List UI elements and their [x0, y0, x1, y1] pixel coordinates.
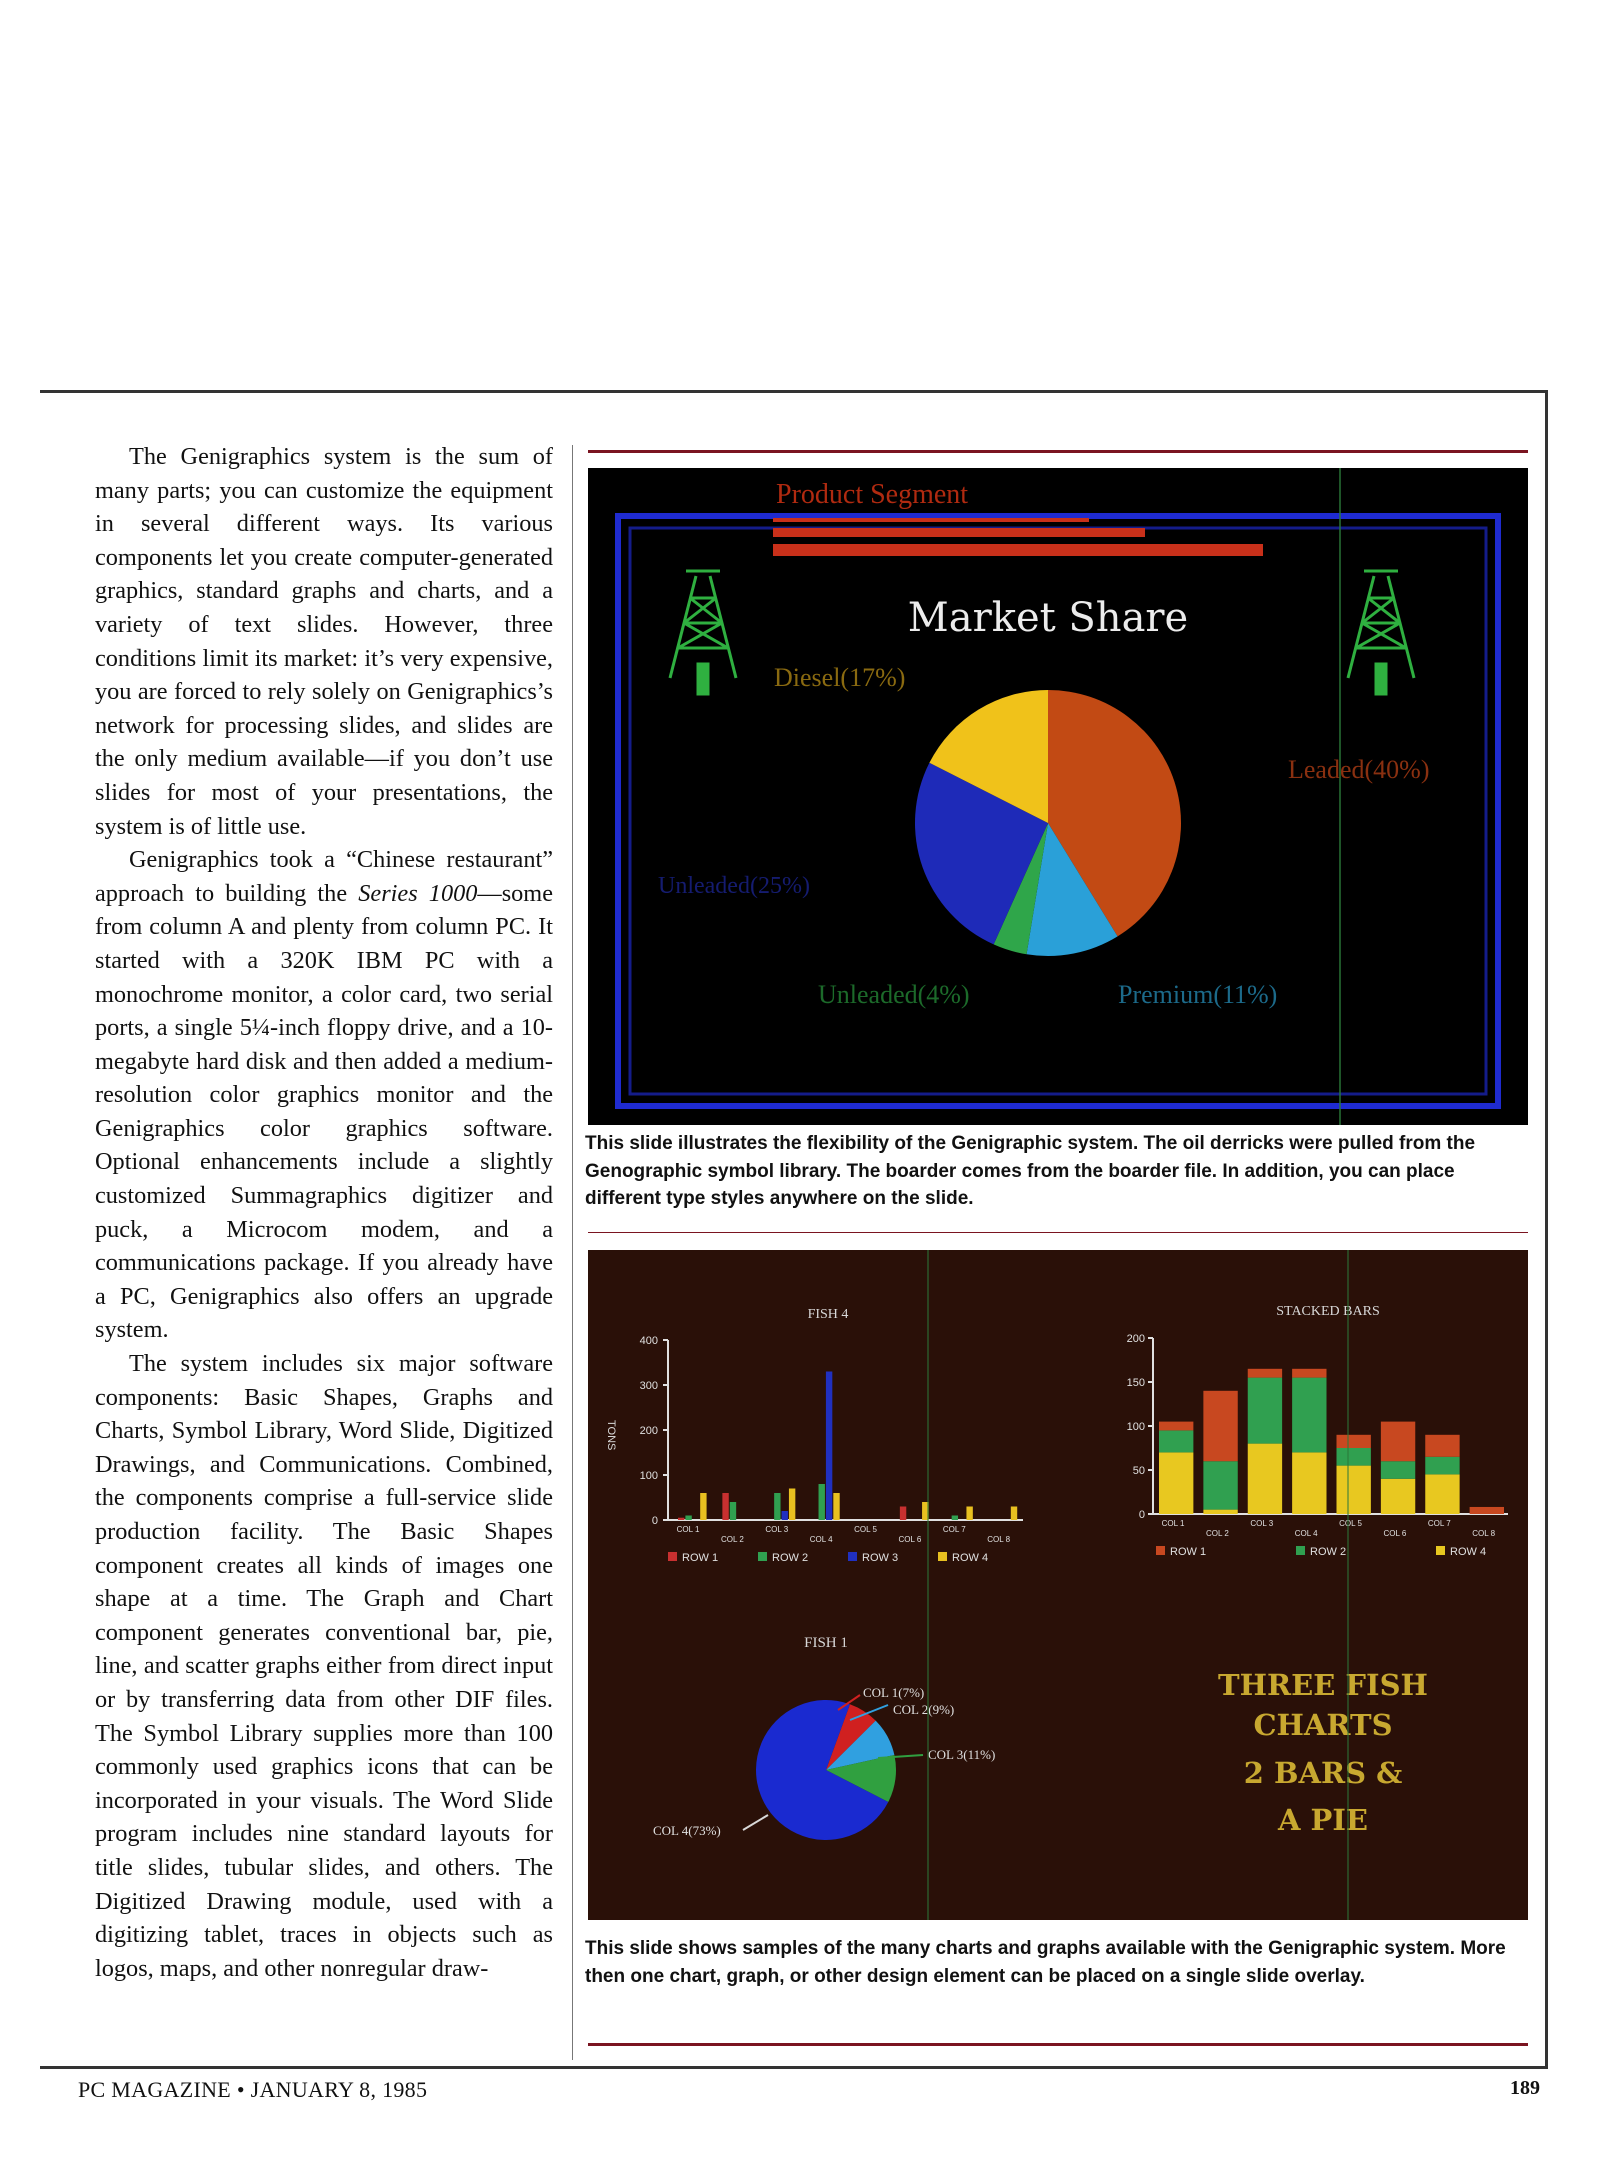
pie-label-unleaded: Unleaded(25%) [658, 873, 810, 899]
stacked-bar-segment [1425, 1435, 1459, 1457]
paragraph-1: The Genigraphics system is the sum of many parts; you can customize the equipment in several different ways. Its various components let you create computer-generated graphics, standard graphs and charts, and a variety of text slides. However, three conditions limit its market: it’s very expensive, you are forced to rely solely on Genigraphics’s network for processing slides, and slides are the only medium available—if you don’t use slides for most of your presentations, the system is of little use. [95, 443, 553, 840]
stacked-title: STACKED BARS [1276, 1304, 1380, 1319]
stacked-bar-segment [1248, 1444, 1282, 1514]
stacked-bar-segment [1381, 1422, 1415, 1462]
stacked-bar-segment [1337, 1466, 1371, 1514]
slide-title: Market Share [907, 595, 1189, 641]
fish4-legend-swatch [938, 1552, 947, 1561]
fish4-bar [966, 1507, 972, 1521]
stacked-xtick-label: COL 4 [1294, 1529, 1318, 1538]
fish-text-line-1: THREE FISH [1218, 1668, 1428, 1702]
figure-1-top-rule [588, 450, 1528, 453]
stacked-bar-segment [1470, 1507, 1504, 1514]
page-top-rule [40, 390, 1548, 393]
red-bar-2 [773, 528, 1145, 537]
fish4-bar [722, 1493, 728, 1520]
fish4-legend-label: ROW 3 [862, 1552, 899, 1564]
stacked-bar-segment [1203, 1510, 1237, 1514]
fish4-bar [789, 1489, 795, 1521]
stacked-ytick-label: 150 [1126, 1377, 1145, 1389]
stacked-xtick-label: COL 1 [1161, 1519, 1185, 1528]
fish1-label-col4: COL 4(73%) [653, 1823, 721, 1838]
page-right-rule [1545, 390, 1548, 2068]
stacked-bar-segment [1159, 1430, 1193, 1452]
page-bottom-rule [40, 2066, 1548, 2069]
red-bar-1 [773, 518, 1089, 522]
stacked-bar-segment [1381, 1479, 1415, 1514]
fish4-xtick-label: COL 2 [720, 1535, 744, 1544]
pie-label-leaded: Leaded(40%) [1288, 755, 1430, 784]
paragraph-2: Genigraphics took a “Chinese restaurant” approach to building the Series 1000—some from column A and plenty from column PC. It started with a 320K IBM PC with a monochrome monitor, a color card, two serial ports, a single 5¼-inch floppy drive, and a 10-megabyte hard disk and then added a medium-resolution color graphics monitor and the Genigraphics color graphics software. Optional enhancements include a slightly customized Summagraphics digitizer and puck, a Microcom modem, and a communications package. If you already have a PC, Genigraphics also offers an upgrade system. [95, 846, 553, 1344]
fish4-legend-label: ROW 1 [682, 1552, 719, 1564]
figure-2-bottom-rule [588, 2043, 1528, 2046]
stacked-ytick-label: 100 [1126, 1421, 1145, 1433]
fish4-ytick-label: 400 [639, 1335, 658, 1347]
fish4-xtick-label: COL 8 [987, 1535, 1011, 1544]
fish1-label-col2: COL 2(9%) [893, 1702, 955, 1717]
column-divider [572, 445, 573, 2060]
fish4-bar [1011, 1507, 1017, 1521]
stacked-bar-segment [1292, 1378, 1326, 1453]
fish4-bar [774, 1493, 780, 1520]
fish1-pie [756, 1700, 896, 1840]
pie-label-diesel: Diesel(17%) [774, 663, 906, 692]
fish-charts-slide [588, 1250, 1528, 1920]
fish4-xtick-label: COL 4 [809, 1535, 833, 1544]
fish4-ylabel: TONS [605, 1420, 617, 1451]
fish4-title: FISH 4 [807, 1307, 849, 1322]
market-share-pie [915, 690, 1181, 956]
red-bar-3 [773, 544, 1263, 556]
stacked-bar-segment [1292, 1452, 1326, 1514]
stacked-legend-swatch [1156, 1546, 1165, 1555]
pie-label-premium: Premium(11%) [1118, 980, 1278, 1009]
magazine-footer: PC MAGAZINE • JANUARY 8, 1985 [78, 2077, 428, 2102]
fish4-ytick-label: 200 [639, 1425, 658, 1437]
stacked-bar-segment [1159, 1452, 1193, 1514]
fish4-xtick-label: COL 5 [854, 1525, 877, 1534]
fish4-legend-label: ROW 2 [772, 1552, 809, 1564]
fish4-bar [833, 1493, 839, 1520]
stacked-legend-label: ROW 1 [1170, 1546, 1207, 1558]
fish4-legend-swatch [758, 1552, 767, 1561]
fish4-bar [900, 1507, 906, 1521]
stacked-xtick-label: COL 5 [1339, 1519, 1362, 1528]
stacked-xtick-label: COL 3 [1250, 1519, 1274, 1528]
stacked-bar-segment [1248, 1378, 1282, 1444]
stacked-legend-swatch [1296, 1546, 1305, 1555]
fish4-ytick-label: 300 [639, 1380, 658, 1392]
segment-label: Product Segment [776, 479, 969, 510]
fish4-xtick-label: COL 1 [676, 1525, 700, 1534]
fish4-legend-swatch [668, 1552, 677, 1561]
series-title: Series 1000 [358, 879, 478, 907]
stacked-bar-segment [1203, 1391, 1237, 1461]
fish4-bar [685, 1516, 691, 1521]
stacked-xtick-label: COL 6 [1383, 1529, 1407, 1538]
fish4-bar [782, 1511, 788, 1520]
stacked-legend-label: ROW 4 [1450, 1546, 1487, 1558]
stacked-bar-segment [1381, 1461, 1415, 1479]
fish4-ytick-label: 100 [639, 1470, 658, 1482]
fish4-xtick-label: COL 6 [898, 1535, 922, 1544]
stacked-legend-label: ROW 2 [1310, 1546, 1347, 1558]
fish-text-line-3: 2 BARS & [1243, 1756, 1403, 1790]
fish4-bar [678, 1518, 684, 1520]
paragraph-3: The system includes six major software components: Basic Shapes, Graphs and Charts, Symbol Library, Word Slide, Digitized Drawings, and Communications. Combined, the components comprise a full-service slide production facility. The Basic Shapes component creates all kinds of images one shape at a time. The Graph and Chart component generates conventional bar, pie, line, and scatter graphs either from direct input or by transferring data from other DIF files. The Symbol Library supplies more than 100 commonly used graphics icons that can be incorporated in your visuals. The Word Slide program includes nine standard layouts for title slides, tubular slides, and others. The Digitized Drawing module, used with a digitizing tablet, traces in objects such as logos, maps, and other nonregular draw- [95, 1350, 553, 1982]
article-body [95, 440, 553, 1985]
fish4-legend-label: ROW 4 [952, 1552, 989, 1564]
stacked-ytick-label: 200 [1126, 1333, 1145, 1345]
stacked-bar-segment [1159, 1422, 1193, 1431]
fish4-bar [952, 1516, 958, 1521]
pie-label-unleaded-small: Unleaded(4%) [818, 980, 970, 1009]
market-share-slide [588, 468, 1528, 1125]
fish4-legend-swatch [848, 1552, 857, 1561]
fish1-label-col1: COL 1(7%) [863, 1685, 925, 1700]
fish4-bar [819, 1484, 825, 1520]
stacked-bar-segment [1337, 1435, 1371, 1448]
stacked-bar-segment [1248, 1369, 1282, 1378]
page-number: 189 [1510, 2077, 1540, 2099]
stacked-xtick-label: COL 8 [1472, 1529, 1496, 1538]
fish-text-line-4: A PIE [1277, 1803, 1369, 1837]
stacked-ytick-label: 0 [1138, 1509, 1145, 1521]
fish4-bar [700, 1493, 706, 1520]
stacked-legend-swatch [1436, 1546, 1445, 1555]
figure-1-bottom-rule [588, 1232, 1528, 1233]
fish4-xtick-label: COL 3 [765, 1525, 789, 1534]
stacked-bar-segment [1425, 1457, 1459, 1475]
stacked-ytick-label: 50 [1132, 1465, 1145, 1477]
fish1-label-col3: COL 3(11%) [928, 1747, 996, 1762]
stacked-xtick-label: COL 2 [1205, 1529, 1229, 1538]
fish4-bar [730, 1502, 736, 1520]
stacked-bar-segment [1292, 1369, 1326, 1378]
fish1-title: FISH 1 [804, 1635, 848, 1651]
fish4-bar [826, 1372, 832, 1521]
figure-1-caption: This slide illustrates the flexibility of the Genigraphic system. The oil derricks were pulled from the Genographic symbol library. The boarder comes from the boarder file. In addition, you can place different type styles anywhere on the slide. [585, 1133, 1476, 1209]
fish-text-line-2: CHARTS [1253, 1708, 1393, 1742]
stacked-xtick-label: COL 7 [1427, 1519, 1451, 1528]
fish4-ytick-label: 0 [651, 1515, 658, 1527]
stacked-bar-segment [1337, 1448, 1371, 1466]
stacked-bar-segment [1425, 1474, 1459, 1514]
stacked-bar-segment [1203, 1461, 1237, 1509]
fish4-xtick-label: COL 7 [942, 1525, 966, 1534]
figure-2-caption: This slide shows samples of the many charts and graphs available with the Genigraphic system. More then one chart, graph, or other design element can be placed on a single slide overlay. [585, 1938, 1506, 1987]
